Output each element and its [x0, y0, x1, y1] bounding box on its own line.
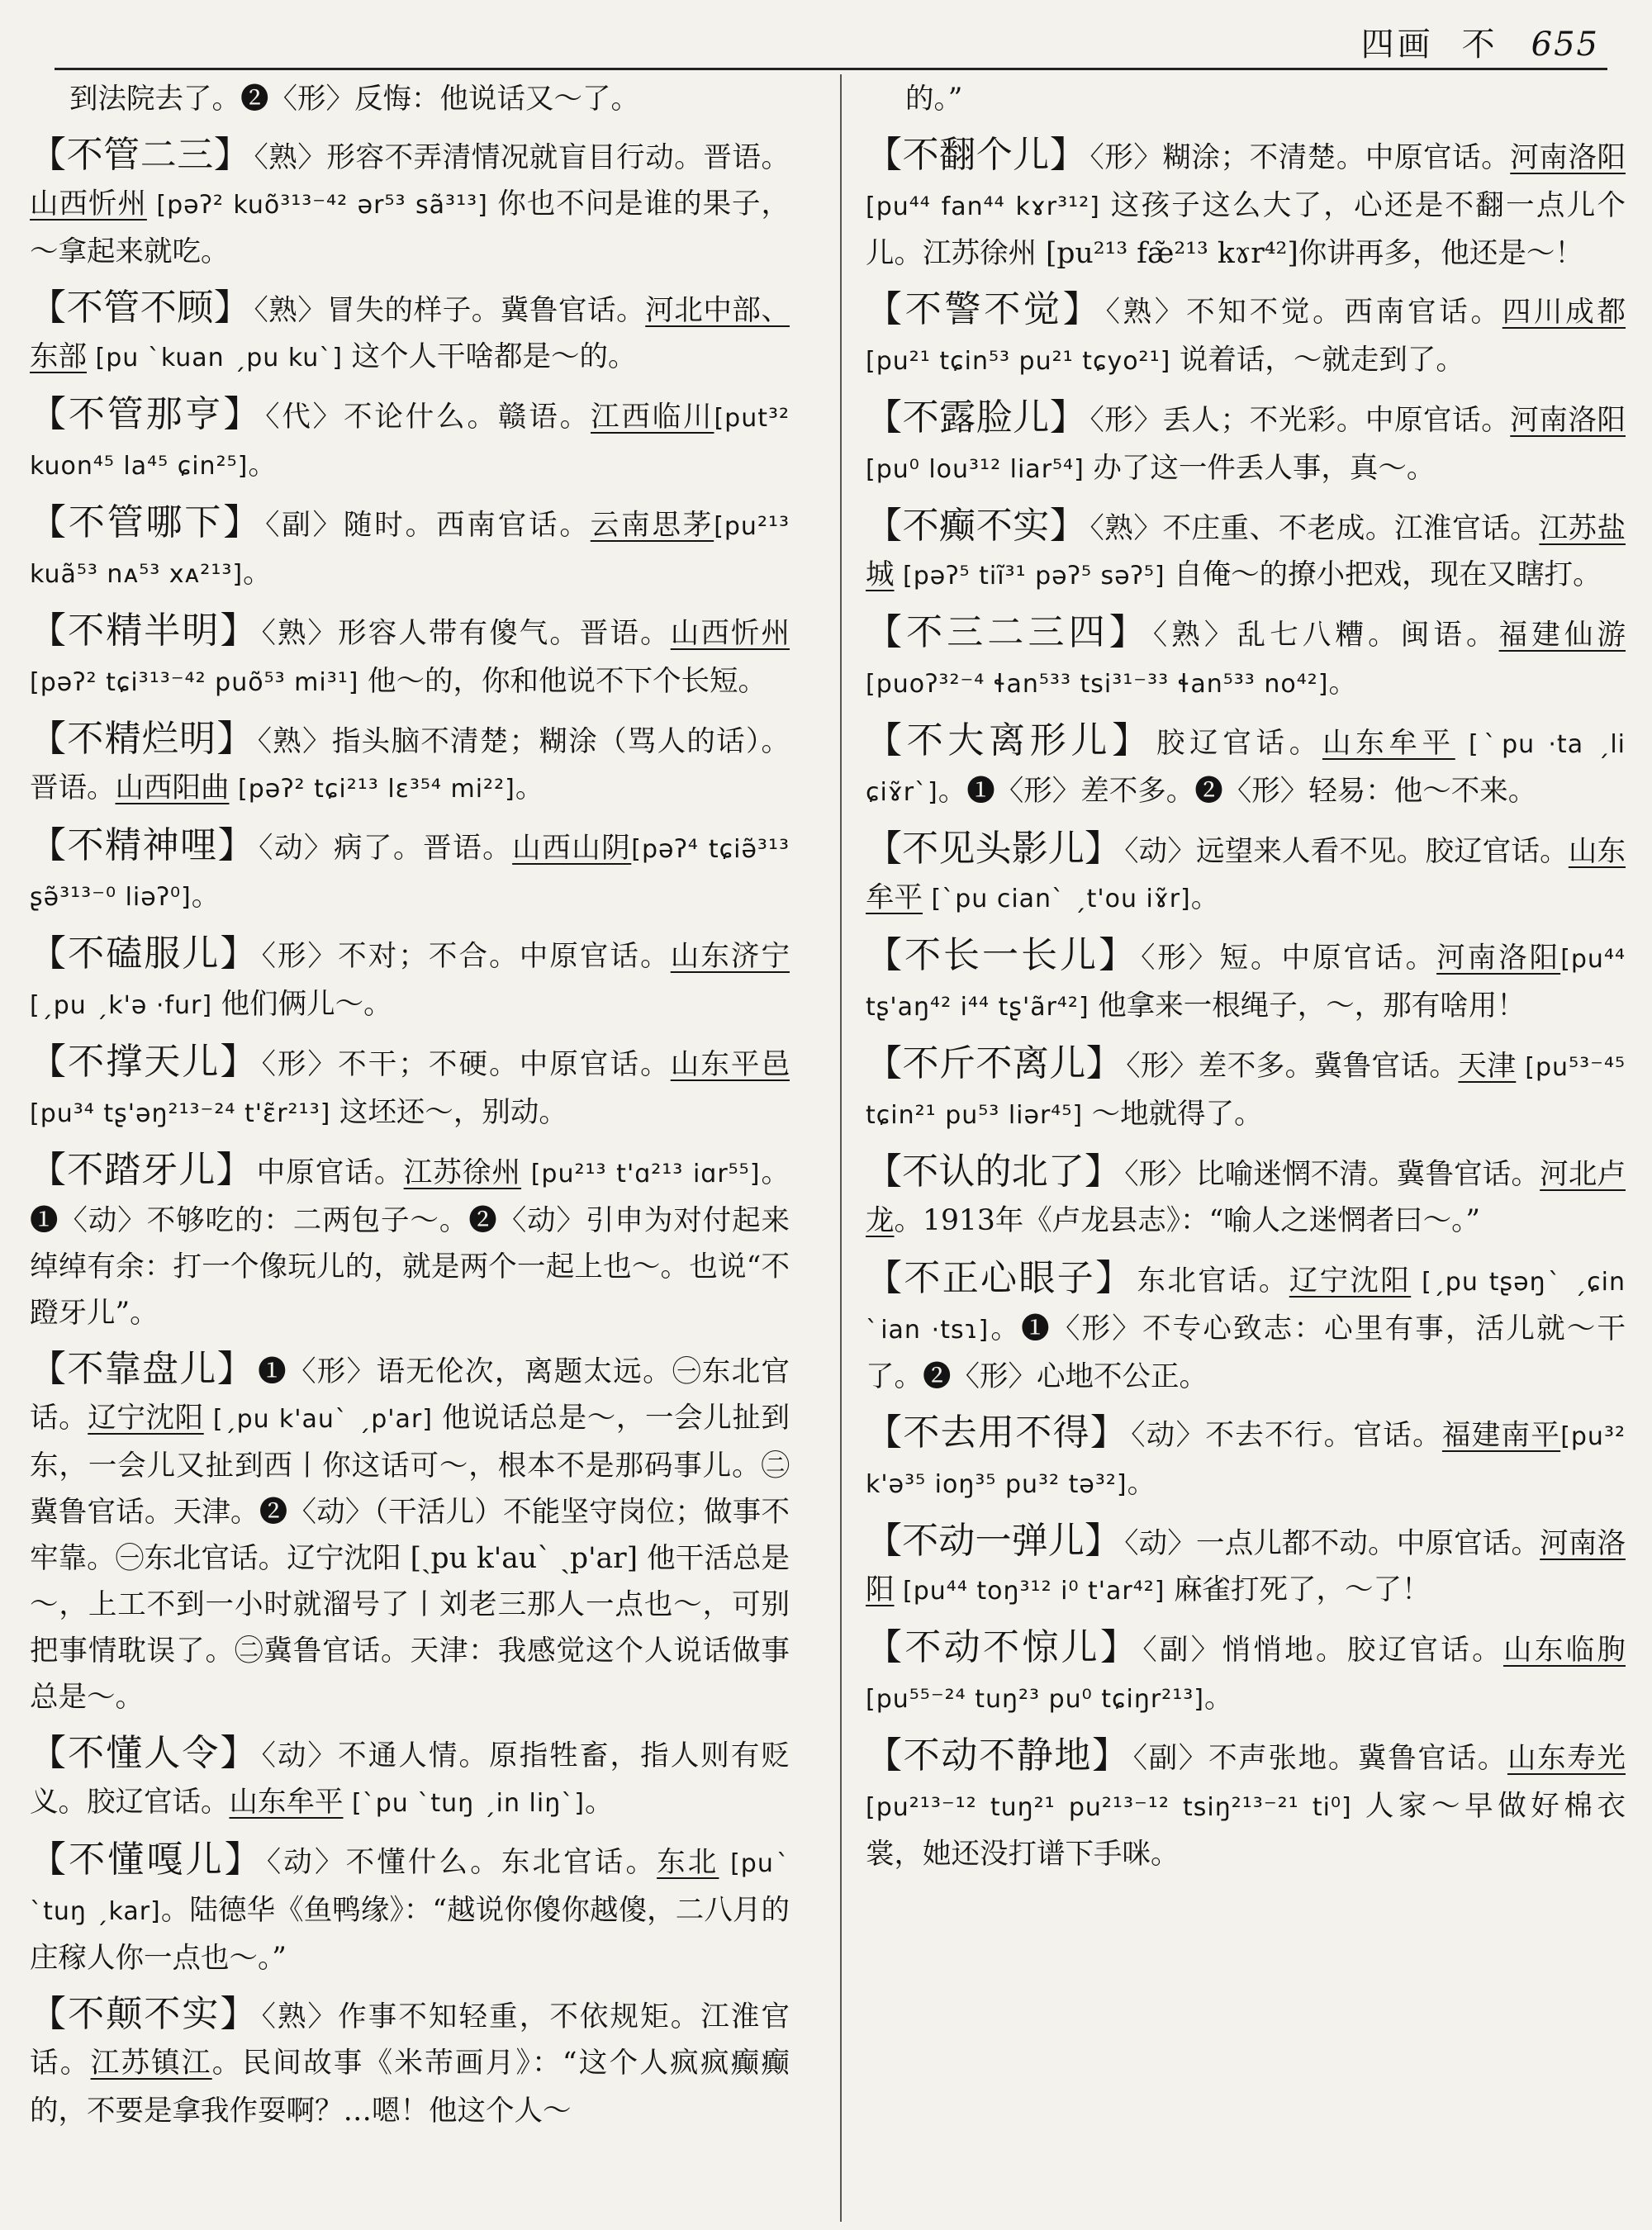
entry-headword: 【不长一长儿】: [866, 934, 1138, 976]
entry-definition: 〈形〉不干；不硬。中原官话。: [261, 1048, 671, 1081]
entry-definition: 〈动〉远望来人看不见。胶辽官话。: [1124, 835, 1569, 868]
entry-place: 山西阳曲: [115, 771, 230, 804]
dictionary-entry: [866, 1625, 1626, 1723]
entry-place: 福建南平: [1441, 1419, 1561, 1452]
entry-ipa: [pu³⁴ tʂ'əŋ²¹³⁻²⁴ t'ɛ̃r²¹³]: [30, 1099, 339, 1128]
entry-place: 山东济宁: [670, 940, 790, 973]
entry-headword: 【不精烂明】: [30, 718, 254, 760]
radical-label: 不: [1461, 26, 1498, 64]
entry-headword: 【不精神哩】: [30, 824, 256, 866]
right-column: [866, 76, 1626, 1887]
entry-example: 他说话总是～，一会儿扯到东，一会儿又扯到西丨你这话可～，根本不是那码事儿。㊁冀鲁官话。天津。❷〈动〉（干活儿）不能坚守岗位；做事不牢靠。㊀东北官话。辽宁沈阳 [ˏpu k'auˋ ˏp'ar] 他干活总是～，上工不到一小时就溜号了丨刘老三那人一点也～，可别把事情耽误了。㊁冀鲁官话。天津：我感觉这个人说话做事总是～。: [30, 1402, 790, 1714]
entry-place: 东北: [657, 1846, 719, 1879]
entry-definition: 〈熟〉冒失的样子。冀鲁官话。: [254, 294, 646, 327]
entry-example: 。❶〈形〉不专心致志：心里有事，活儿就～干了。❷〈形〉心地不公正。: [866, 1312, 1626, 1393]
dictionary-entry: [30, 1147, 790, 1336]
dictionary-entry: [30, 500, 790, 598]
entry-ipa: [pəʔ² tɕi²¹³ lɛ³⁵⁴ mi²²]: [229, 775, 515, 804]
dictionary-entry: [30, 285, 790, 382]
dictionary-entry: [866, 610, 1626, 708]
entry-headword: 【不磕服儿】: [30, 932, 259, 975]
dictionary-entry: [30, 1837, 790, 1981]
entry-place: 山东牟平: [1322, 727, 1455, 760]
entry-ipa: [ˏpu tʂəŋˋ ˏɕin ˋian ·tsɿ]: [866, 1268, 1626, 1345]
entry-example: 。❶〈形〉差不多。❷〈形〉轻易：他～不来。: [938, 775, 1537, 808]
entry-headword: 【不露脸儿】: [866, 396, 1087, 439]
entry-definition: ❶〈形〉语无伦次，离题太远。㊀东北官话。: [30, 1355, 790, 1435]
entry-example: 你也不问是谁的果子，～拿起来就吃。: [30, 187, 790, 268]
entry-place: 山西山阴: [512, 832, 632, 865]
entry-place: 河南洛阳: [1510, 141, 1626, 174]
entry-example: 他～的，你和他说不下个长短。: [368, 665, 767, 698]
entry-example: 自俺～的撩小把戏，现在又瞎打。: [1174, 558, 1602, 591]
entry-example: 人家～早做好棉衣裳，她还没打谱下手咪。: [866, 1790, 1626, 1871]
entry-ipa: [pu⁴⁴ tʂ'aŋ⁴² i⁴⁴ tʂ'ãr⁴²]: [866, 945, 1626, 1022]
entry-ipa: [ˋpu ˋtuŋ ˏin liŋˋ]: [343, 1789, 585, 1818]
entry-headword: 【不撑天儿】: [30, 1041, 259, 1083]
entry-headword: 【不斤不离儿】: [866, 1042, 1123, 1084]
header-rule: [55, 68, 1607, 70]
entry-ipa: [pu⁵⁵⁻²⁴ tuŋ²³ pu⁰ tɕiŋr²¹³]: [866, 1685, 1204, 1714]
entry-definition: 〈形〉比喻迷惘不清。冀鲁官话。: [1124, 1158, 1540, 1191]
dictionary-entry: [866, 718, 1626, 816]
entry-headword: 【不大离形儿】: [866, 719, 1153, 762]
entry-definition: 〈熟〉指头脑不清楚；糊涂（骂人的话）。晋语。: [30, 725, 790, 804]
entry-place: 河南洛阳: [866, 1527, 1626, 1606]
entry-ipa: [puoʔ³²⁻⁴ ɬan⁵³³ tsi³¹⁻³³ ɬan⁵³³ no⁴²]: [866, 670, 1329, 699]
entry-example: 。陆德华《鱼鸭缘》：“越说你傻你越傻，二八月的庄稼人你一点也～。”: [30, 1894, 790, 1975]
entry-body: 的。”: [905, 83, 963, 116]
entry-place: 江西临川: [590, 401, 714, 434]
dictionary-entry: [866, 932, 1626, 1031]
entry-example: 麻雀打死了，～了！: [1174, 1573, 1431, 1606]
entry-example: 。1913年《卢龙县志》：“喻人之迷惘者曰～。”: [894, 1204, 1481, 1237]
entry-place: 河南洛阳: [1510, 404, 1626, 437]
entry-ipa: [pu⁴⁴ fan⁴⁴ kɤr³¹²]: [866, 192, 1111, 221]
dictionary-entry: [866, 1410, 1626, 1508]
entry-place: 山东临朐: [1503, 1634, 1626, 1667]
entry-place: 天津: [1458, 1050, 1517, 1083]
entry-ipa: [pu⁴⁴ toŋ³¹² i⁰ t'ar⁴²]: [894, 1577, 1175, 1606]
entry-definition: 〈动〉病了。晋语。: [259, 832, 513, 865]
entry-definition: 中原官话。: [256, 1156, 404, 1189]
entry-ipa: [ˋpu cianˋ ˏt'ou iɤ̃r]: [923, 885, 1191, 913]
entry-example: 他们俩儿～。: [221, 988, 392, 1021]
entry-example: 。❶〈动〉不够吃的：二两包子～。❷〈动〉引申为对付起来绰绰有余：打一个像玩儿的，就是两个一起上也～。也说“不蹬牙儿”。: [30, 1156, 790, 1330]
entry-ipa: [pu²¹³ kuã⁵³ nᴀ⁵³ xᴀ²¹³]: [30, 512, 790, 589]
entry-example: 。: [1203, 1682, 1233, 1715]
entry-place: 江苏徐州: [403, 1156, 522, 1189]
entry-ipa: [pu²¹³ t'ɑ²¹³ iɑr⁵⁵]: [521, 1160, 761, 1189]
entry-headword: 【不警不觉】: [866, 288, 1103, 330]
entry-place: 河北卢龙: [866, 1158, 1626, 1237]
entry-definition: 〈形〉不对；不合。中原官话。: [261, 940, 671, 973]
entry-example: 。: [191, 880, 221, 913]
entry-ipa: [pəʔ² tɕi³¹³⁻⁴² puõ⁵³ mi³¹]: [30, 668, 368, 697]
entry-ipa: [put³² kuon⁴⁵ la⁴⁵ ɕin²⁵]: [30, 404, 790, 481]
continuation-entry: [69, 76, 790, 122]
dictionary-entry: [866, 1041, 1626, 1139]
entry-body: 到法院去了。❷〈形〉反悔：他说话又～了。: [69, 83, 639, 116]
entry-ipa: [pu⁵³⁻⁴⁵ tɕin²¹ pu⁵³ liər⁴⁵]: [866, 1053, 1626, 1130]
dictionary-entry: [866, 1733, 1626, 1877]
entry-example: 这孩子这么大了，心还是不翻一点儿个儿。江苏徐州 [pu²¹³ fæ̃²¹³ kɤr⁴²]你讲再多，他还是～！: [866, 189, 1626, 270]
entry-example: 。民间故事《米芾画月》：“这个人疯疯癫癫的，不要是拿我作耍啊？…嗯！他这个人～: [30, 2047, 790, 2128]
entry-example: 这个人干啥都是～的。: [351, 340, 637, 373]
dictionary-entry: [30, 823, 790, 921]
entry-example: 。: [1127, 1467, 1156, 1500]
entry-definition: 〈动〉不去不行。官话。: [1131, 1419, 1442, 1452]
entry-headword: 【不去用不得】: [866, 1412, 1128, 1454]
dictionary-entry: [866, 395, 1626, 493]
entry-ipa: [ˏpu ˏk'ə ·fur]: [30, 991, 221, 1020]
entry-definition: 〈熟〉不知不觉。西南官话。: [1105, 296, 1502, 329]
entry-place: 山东牟平: [866, 835, 1626, 914]
entry-example: 。: [1328, 667, 1357, 700]
entry-headword: 【不靠盘儿】: [30, 1348, 255, 1390]
entry-place: 辽宁沈阳: [1289, 1264, 1412, 1298]
dictionary-entry: [866, 132, 1626, 277]
entry-place: 福建仙游: [1498, 619, 1626, 652]
dictionary-entry: [866, 1255, 1626, 1400]
entry-definition: 东北官话。: [1137, 1264, 1289, 1298]
entry-definition: 〈动〉不通人情。原指牲畜，指人则有贬义。胶辽官话。: [30, 1739, 790, 1819]
entry-definition: 〈熟〉形容不弄清情况就盲目行动。晋语。: [254, 141, 790, 174]
entry-definition: 〈形〉丢人；不光彩。中原官话。: [1089, 404, 1511, 437]
entry-ipa: [pəʔ² kuõ³¹³⁻⁴² ər⁵³ sã³¹³]: [146, 191, 498, 220]
entry-headword: 【不踏牙儿】: [30, 1149, 254, 1191]
left-column: [30, 76, 790, 2144]
entry-headword: 【不懂人令】: [30, 1732, 259, 1774]
dictionary-entry: [866, 503, 1626, 600]
entry-ipa: [pu²¹ tɕin⁵³ pu²¹ tɕyo²¹]: [866, 347, 1180, 376]
entry-place: 云南思茅: [590, 509, 714, 542]
dictionary-entry: [30, 1039, 790, 1137]
dictionary-entry: [866, 1149, 1626, 1245]
entry-definition: 〈动〉不懂什么。东北官话。: [266, 1846, 657, 1879]
entry-definition: 〈代〉不论什么。赣语。: [265, 401, 591, 434]
entry-definition: 〈副〉随时。西南官话。: [265, 509, 591, 542]
dictionary-entry: [30, 1991, 790, 2134]
entry-place: 河北中部、东部: [30, 294, 790, 373]
entry-headword: 【不癫不实】: [866, 505, 1087, 547]
entry-ipa: [puˋ ˋtuŋ ˏkar]: [30, 1849, 790, 1926]
entry-example: 这坯还～，别动。: [339, 1096, 567, 1129]
entry-place: 四川成都: [1502, 296, 1626, 329]
entry-example: ～地就得了。: [1091, 1098, 1263, 1131]
entry-headword: 【不三二三四】: [866, 611, 1150, 653]
page-number: 655: [1531, 26, 1599, 64]
entry-place: 辽宁沈阳: [88, 1402, 204, 1435]
entry-headword: 【不动一弹儿】: [866, 1520, 1122, 1562]
section-label: 四画: [1360, 26, 1434, 64]
entry-headword: 【不见头影儿】: [866, 828, 1122, 870]
entry-ipa: [pəʔ⁵ tiĩ³¹ pəʔ⁵ səʔ⁵]: [894, 562, 1175, 591]
entry-definition: 〈形〉糊涂；不清楚。中原官话。: [1089, 141, 1511, 174]
entry-definition: 胶辽官话。: [1156, 727, 1322, 760]
entry-headword: 【不颠不实】: [30, 1993, 259, 2035]
dictionary-entry: [30, 931, 790, 1029]
entry-ipa: [ˏpu k'auˋ ˏp'ar]: [203, 1405, 443, 1434]
entry-ipa: [ˋpu ·ta ˏli ɕiɤ̃rˋ]: [866, 730, 1626, 807]
dictionary-entry: [30, 608, 790, 706]
entry-headword: 【不管不顾】: [30, 287, 251, 329]
entry-ipa: [pu⁰ lou³¹² liar⁵⁴]: [866, 455, 1094, 484]
entry-ipa: [pu²¹³⁻¹² tuŋ²¹ pu²¹³⁻¹² tsiŋ²¹³⁻²¹ ti⁰]: [866, 1793, 1365, 1822]
entry-example: 。: [584, 1786, 614, 1819]
entry-example: 。: [248, 448, 277, 482]
entry-definition: 〈熟〉形容人带有傻气。晋语。: [261, 617, 671, 650]
entry-definition: 〈形〉短。中原官话。: [1141, 942, 1437, 975]
dictionary-entry: [30, 716, 790, 813]
entry-ipa: [pu ˋkuan ˏpu kuˋ]: [87, 344, 352, 372]
entry-headword: 【不正心眼子】: [866, 1257, 1134, 1299]
dictionary-entry: [866, 287, 1626, 385]
entry-definition: 〈熟〉乱七八糟。闽语。: [1152, 619, 1499, 652]
entry-headword: 【不管那亨】: [30, 393, 263, 435]
dictionary-entry: [866, 826, 1626, 923]
dictionary-entry: [866, 1518, 1626, 1615]
entry-place: 山东寿光: [1507, 1742, 1626, 1775]
entry-headword: 【不精半明】: [30, 610, 259, 652]
entry-ipa: [pəʔ⁴ tɕiə̃³¹³ ʂə̃³¹³⁻⁰ liəʔ⁰]: [30, 835, 790, 912]
entry-headword: 【不管哪下】: [30, 501, 263, 543]
entry-example: 说着话，～就走到了。: [1179, 344, 1464, 377]
dictionary-entry: [30, 132, 790, 275]
entry-headword: 【不懂嘎儿】: [30, 1839, 263, 1881]
entry-example: 。: [515, 771, 544, 804]
dictionary-entry: [30, 1346, 790, 1720]
dictionary-entry: [30, 1730, 790, 1827]
entry-place: 江苏镇江: [90, 2047, 212, 2080]
entry-example: 。: [1190, 881, 1220, 914]
entry-definition: 〈熟〉作事不知轻重，不依规矩。江淮官话。: [30, 2000, 790, 2080]
page-header: [1361, 18, 1599, 65]
entry-definition: 〈形〉差不多。冀鲁官话。: [1126, 1050, 1459, 1083]
entry-definition: 〈熟〉不庄重、不老成。江淮官话。: [1089, 512, 1540, 545]
entry-headword: 【不认的北了】: [866, 1151, 1122, 1193]
entry-place: 山东平邑: [670, 1048, 790, 1081]
continuation-entry: [905, 76, 1626, 122]
entry-example: 办了这一件丢人事，真～。: [1093, 452, 1436, 485]
entry-headword: 【不翻个儿】: [866, 134, 1087, 176]
entry-place: 山东牟平: [229, 1786, 344, 1819]
entry-example: 他拿来一根绳子，～，那有啥用！: [1098, 989, 1526, 1022]
entry-example: 。: [243, 557, 272, 590]
entry-place: 山西忻州: [30, 187, 147, 221]
entry-ipa: [pu³² k'ə³⁵ ioŋ³⁵ pu³² tə³²]: [866, 1422, 1626, 1499]
entry-definition: 〈副〉不声张地。冀鲁官话。: [1132, 1742, 1507, 1775]
entry-headword: 【不管二三】: [30, 134, 251, 176]
column-divider: [840, 74, 842, 2222]
entry-place: 山西忻州: [670, 617, 790, 650]
entry-place: 江苏盐城: [866, 512, 1626, 591]
entry-definition: 〈副〉悄悄地。胶辽官话。: [1142, 1634, 1504, 1667]
dictionary-entry: [30, 391, 790, 490]
entry-headword: 【不动不惊儿】: [866, 1626, 1140, 1668]
entry-definition: 〈动〉一点儿都不动。中原官话。: [1124, 1527, 1540, 1560]
entry-place: 河南洛阳: [1436, 942, 1561, 975]
entry-headword: 【不动不静地】: [866, 1734, 1130, 1777]
